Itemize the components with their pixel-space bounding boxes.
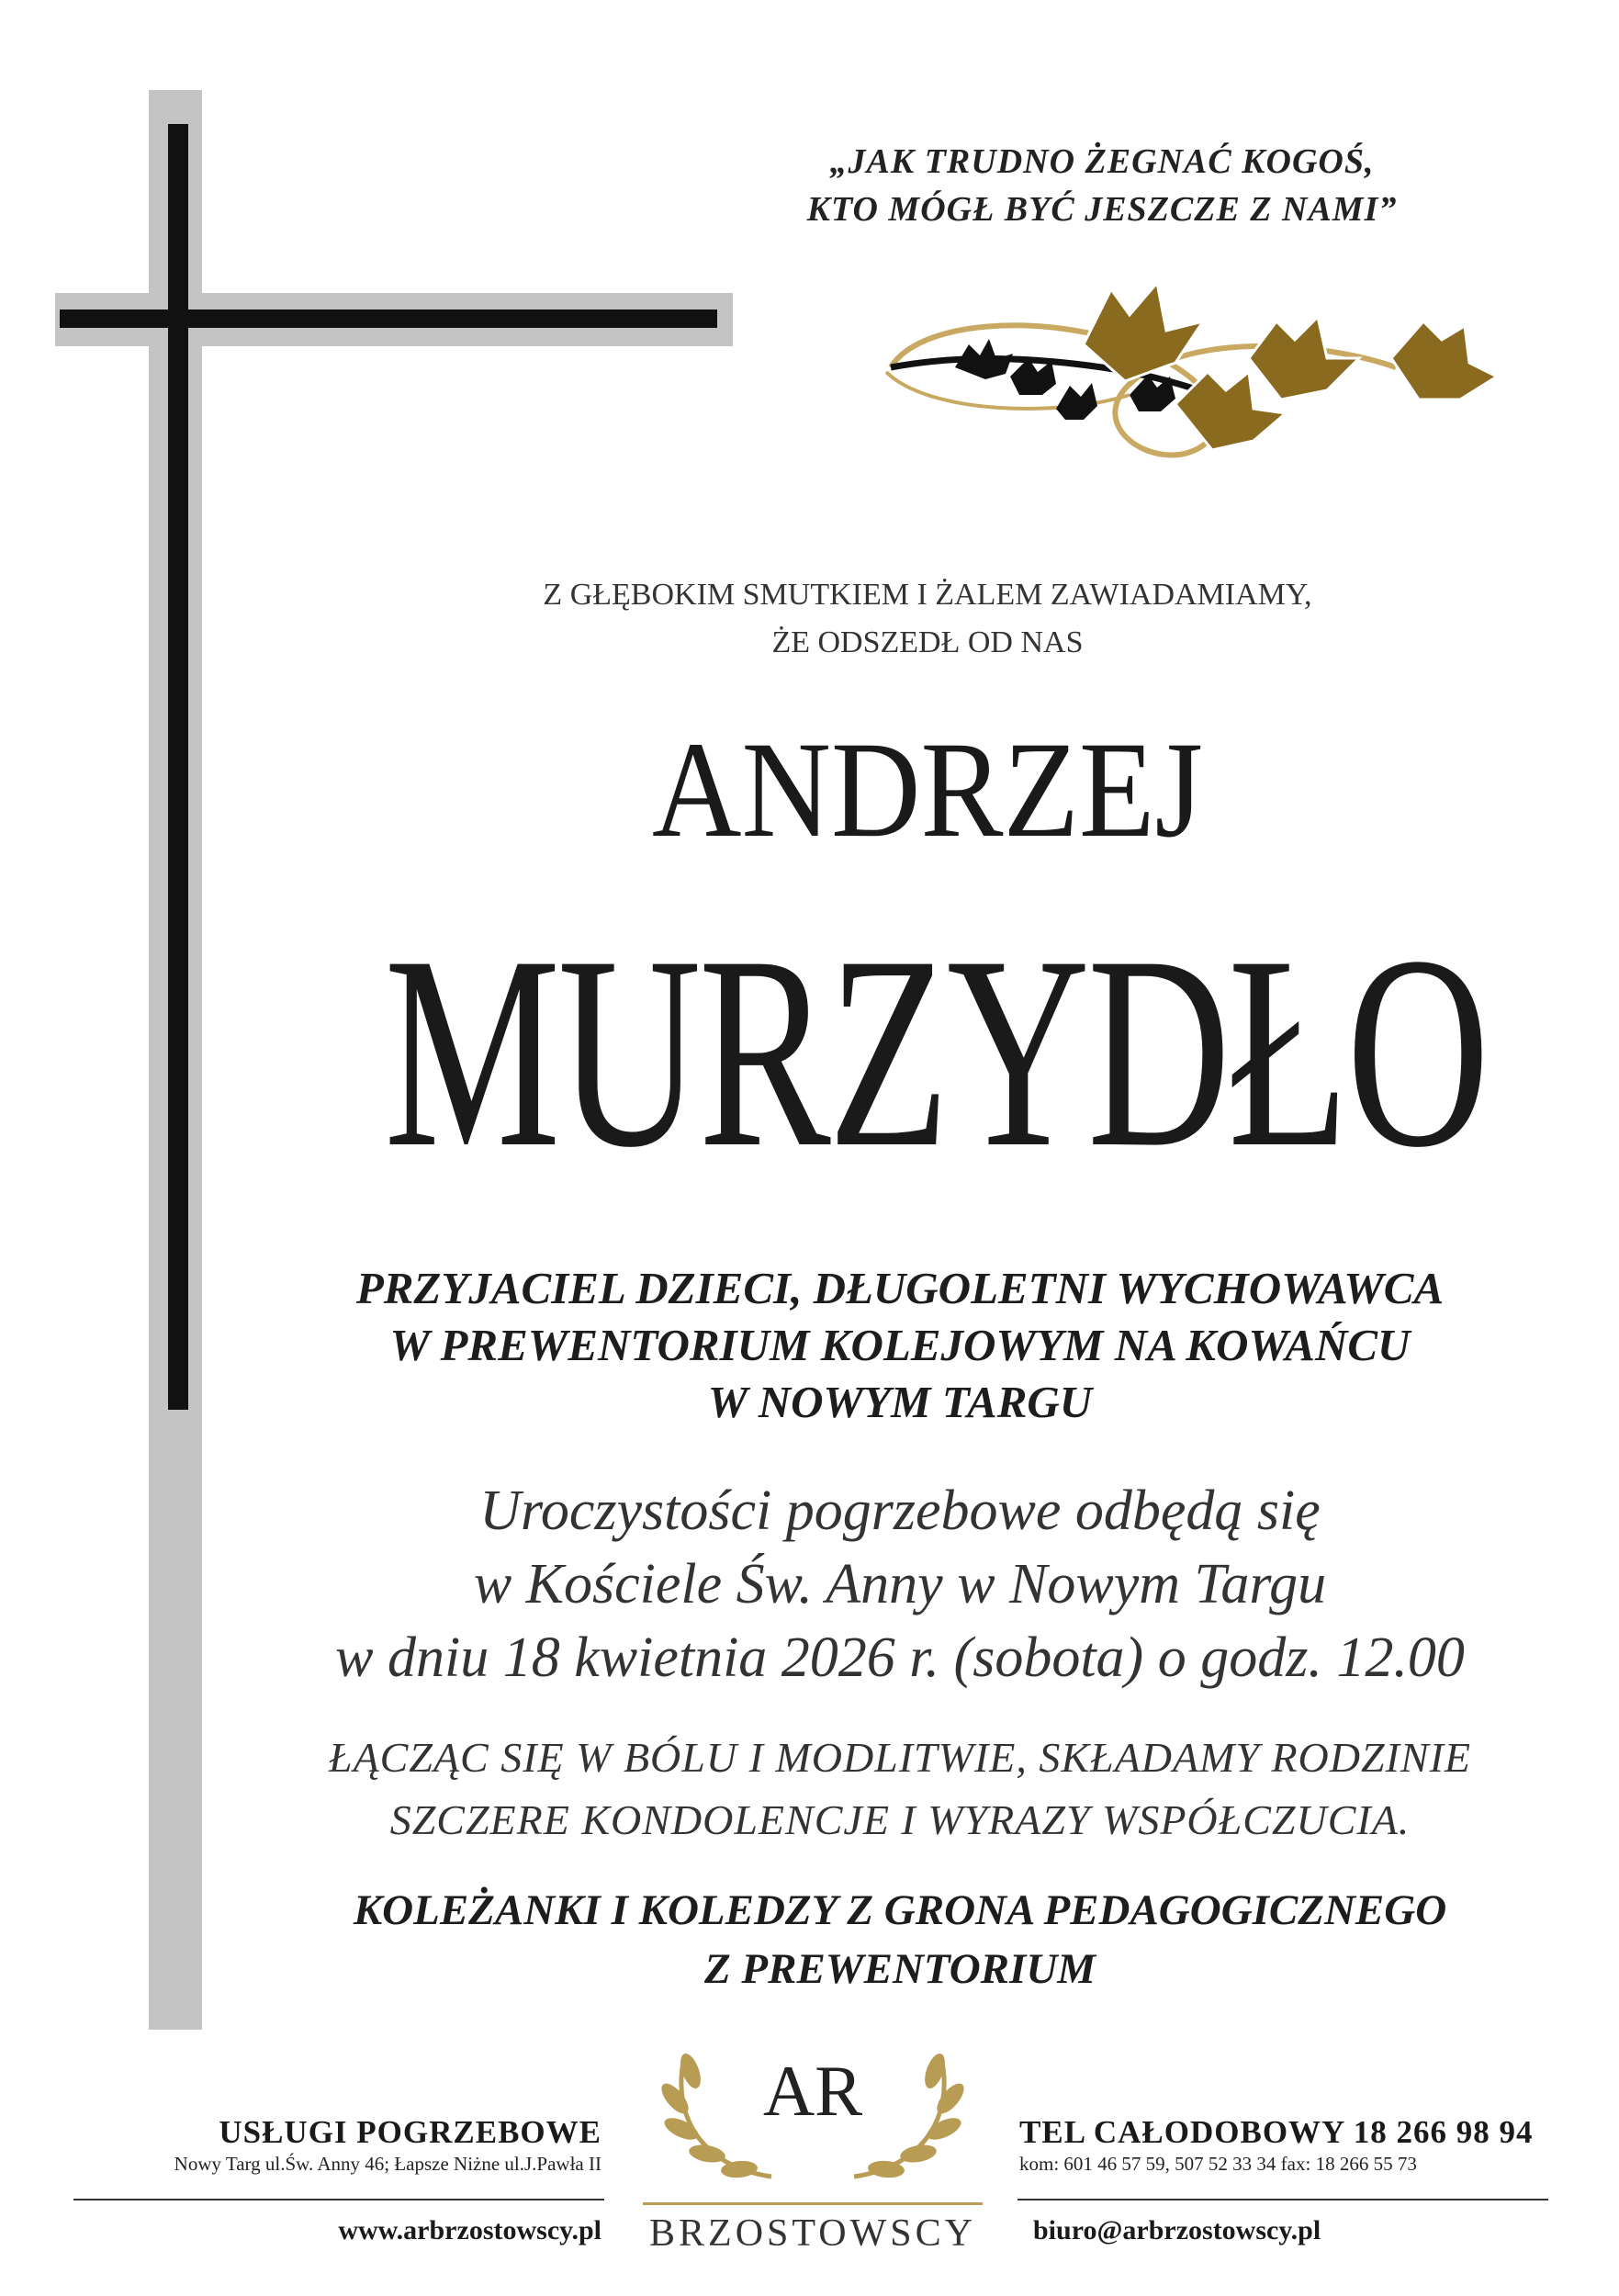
cross-horizontal-bar — [60, 310, 717, 328]
footer-rule-left — [73, 2199, 604, 2200]
footer-rule-right — [1017, 2199, 1548, 2200]
ceremony-line-1: Uroczystości pogrzebowe odbędą się — [479, 1480, 1321, 1542]
intro-line-1: Z GŁĘBOKIM SMUTKIEM I ŻALEM ZAWIADAMIAMY, — [543, 578, 1312, 612]
signature-line-1: KOLEŻANKI I KOLEDZY Z GRONA PEDAGOGICZNEGO — [353, 1886, 1447, 1934]
deceased-first-name: ANDRZEJ — [652, 714, 1203, 866]
announcement-intro — [386, 571, 1469, 667]
footer-company-services: USŁUGI POGRZEBOWE — [219, 2114, 602, 2150]
intro-line-2: ŻE ODSZEDŁ OD NAS — [771, 625, 1084, 659]
funeral-ceremony-details — [275, 1474, 1524, 1694]
leaf-ornament-icon — [854, 257, 1497, 478]
logo-divider — [643, 2202, 983, 2205]
ceremony-line-3: w dniu 18 kwietnia 2026 r. (sobota) o godz. 12.00 — [335, 1626, 1465, 1689]
footer-contact-numbers: kom: 601 46 57 59, 507 52 33 34 fax: 18 266 55 73 — [1019, 2153, 1417, 2175]
footer-website-link[interactable]: www.arbrzostowscy.pl — [338, 2215, 602, 2245]
logo-monogram: AR — [762, 2051, 863, 2131]
quote-line-2: KTO MÓGŁ BYĆ JESZCZE Z NAMI” — [806, 190, 1398, 229]
signatories — [220, 1881, 1580, 1998]
condolences-line-1: ŁĄCZĄC SIĘ W BÓLU I MODLITWIE, SKŁADAMY RODZINIE — [329, 1734, 1471, 1781]
footer-phone-24h: TEL CAŁODOBOWY 18 266 98 94 — [1019, 2114, 1534, 2150]
deceased-description — [275, 1260, 1524, 1431]
footer-address: Nowy Targ ul.Św. Anny 46; Łapsze Niżne ul.J.Pawła II — [174, 2153, 602, 2175]
quote — [643, 138, 1561, 233]
condolences — [220, 1727, 1580, 1851]
description-line-3: W NOWYM TARGU — [707, 1377, 1093, 1427]
condolences-line-2: SZCZERE KONDOLENCJE I WYRAZY WSPÓŁCZUCIA. — [389, 1796, 1411, 1843]
description-line-1: PRZYJACIEL DZIECI, DŁUGOLETNI WYCHOWAWCA — [355, 1263, 1445, 1313]
quote-line-1: „JAK TRUDNO ŻEGNAĆ KOGOŚ, — [829, 142, 1375, 181]
logo-company-name: BRZOSTOWSCY — [649, 2212, 976, 2255]
ceremony-line-2: w Kościele Św. Anny w Nowym Targu — [473, 1553, 1327, 1615]
description-line-2: W PREWENTORIUM KOLEJOWYM NA KOWAŃCU — [389, 1320, 1411, 1370]
signature-line-2: Z PREWENTORIUM — [703, 1945, 1096, 1993]
footer-email-link[interactable]: biuro@arbrzostowscy.pl — [1033, 2215, 1321, 2245]
deceased-last-name: MURZYDŁO — [384, 899, 1488, 1204]
